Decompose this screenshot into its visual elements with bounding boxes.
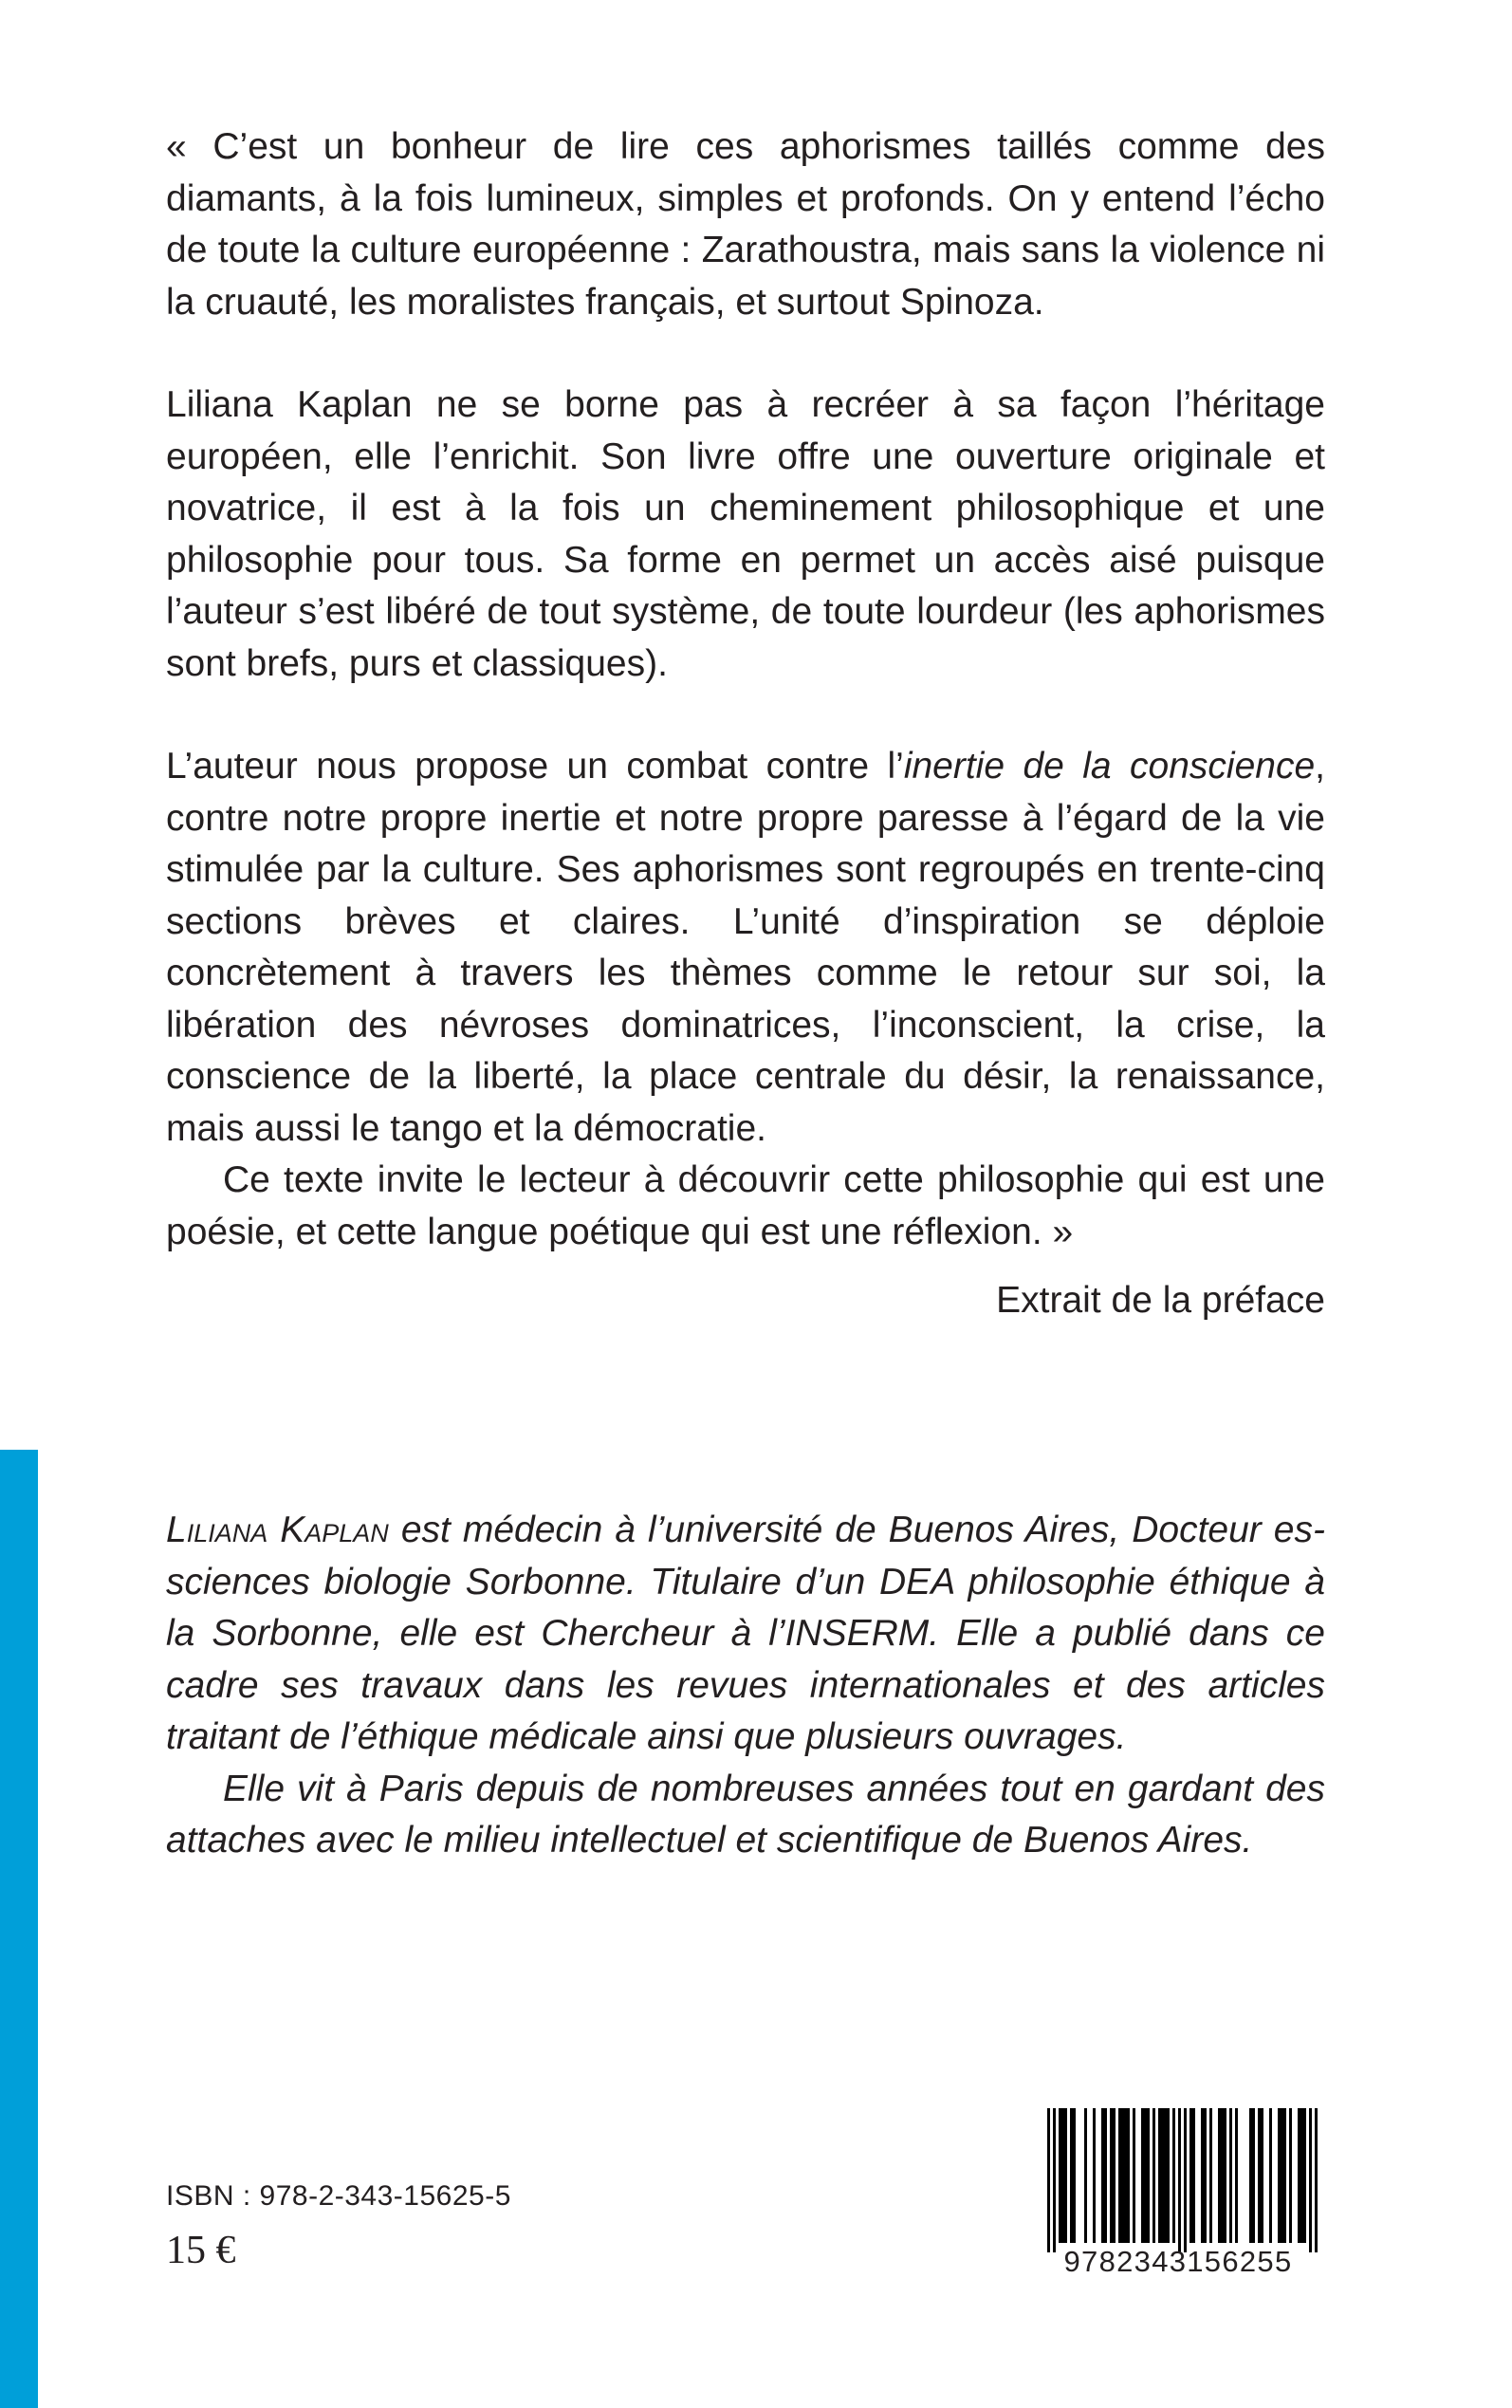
blue-spine-band bbox=[0, 1450, 38, 2408]
barcode-bar bbox=[1152, 2108, 1155, 2243]
barcode-bar bbox=[1133, 2108, 1135, 2243]
bio-paragraph-1 bbox=[166, 1505, 1325, 1764]
barcode-bar bbox=[1059, 2108, 1061, 2243]
barcode-bar bbox=[1298, 2108, 1300, 2243]
barcode-bar bbox=[1218, 2108, 1221, 2243]
ean-barcode bbox=[1034, 2104, 1322, 2287]
barcode-bar bbox=[1161, 2108, 1164, 2243]
barcode-bar bbox=[1061, 2108, 1064, 2243]
quote-paragraph-4: Ce texte invite le lecteur à découvrir cette philosophie qui est une poésie, et cette langue poétique qui est une réflexion. » bbox=[166, 1159, 1325, 1252]
barcode-bar bbox=[1315, 2108, 1318, 2252]
barcode-bar bbox=[1283, 2108, 1286, 2243]
bio-paragraph-2: Elle vit à Paris depuis de nombreuses années tout en gardant des attaches avec le milieu intellectuel et scientifique de Buenos Aires. bbox=[166, 1768, 1325, 1861]
isbn-label: ISBN : 978-2-343-15625-5 bbox=[166, 2180, 511, 2212]
barcode-bar bbox=[1189, 2108, 1192, 2243]
barcode-bar bbox=[1303, 2108, 1306, 2243]
barcode-bar bbox=[1300, 2108, 1303, 2243]
barcode-bar bbox=[1204, 2108, 1207, 2243]
barcode-bar bbox=[1127, 2108, 1130, 2243]
barcode-bar bbox=[1121, 2108, 1124, 2243]
barcode-bar bbox=[1147, 2108, 1150, 2243]
barcode-bar bbox=[1093, 2108, 1096, 2243]
barcode-bar bbox=[1178, 2108, 1181, 2252]
preface-quote bbox=[166, 121, 1325, 1258]
quote-paragraph-3 bbox=[166, 741, 1325, 1155]
barcode-bar bbox=[1229, 2108, 1232, 2243]
barcode-bar bbox=[1167, 2108, 1170, 2243]
quote-paragraph-3-end: , contre notre propre inertie et notre propre paresse à l’égard de la vie stimulée par la culture. Ses aphorismes sont regroupés en trente-cinq sections brèves et claires. L’unité d’inspiration se déploie concrètement à travers les thèmes comme le retour sur soi, la libération des névroses dominatrices, l’inconscient, la crise, la conscience de la liberté, la place centrale du désir, la renaissance, mais aussi le tango et la démocratie. bbox=[166, 746, 1325, 1149]
quote-paragraph-3-start: L’auteur nous propose un combat contre l’ bbox=[166, 746, 904, 787]
quote-paragraph-1: « C’est un bonheur de lire ces aphorismes taillés comme des diamants, à la fois lumineux, simples et profonds. On y entend l’écho de toute la culture européenne : Zarathoustra, mais sans la violence ni la cruauté, les moralistes français, et surtout Spinoza. bbox=[166, 126, 1325, 323]
quote-paragraph-2: Liliana Kaplan ne se borne pas à recréer à sa façon l’héritage européen, elle l’enrichit. Son livre offre une ouverture originale et novatrice, il est à la fois un cheminement philosophique et une philosophie pour tous. Sa forme en permet un accès aisé puisque l’auteur s’est libéré de tout système, de toute lourdeur (les aphorismes sont brefs, purs et classiques). bbox=[166, 384, 1325, 684]
barcode-bar bbox=[1047, 2108, 1050, 2252]
author-name: Liliana Kaplan bbox=[166, 1510, 389, 1550]
barcode-bar bbox=[1141, 2108, 1144, 2243]
back-cover-text bbox=[166, 121, 1325, 1327]
barcode-bar bbox=[1164, 2108, 1167, 2243]
barcode-bar bbox=[1064, 2108, 1067, 2243]
barcode-bar bbox=[1101, 2108, 1104, 2243]
barcode-bar bbox=[1309, 2108, 1312, 2252]
author-bio bbox=[166, 1505, 1325, 1867]
barcode-bar bbox=[1124, 2108, 1127, 2243]
barcode-bar bbox=[1192, 2108, 1195, 2243]
quote-source: Extrait de la préface bbox=[996, 1280, 1325, 1321]
barcode-bar bbox=[1184, 2108, 1187, 2252]
barcode-bar bbox=[1289, 2108, 1292, 2243]
barcode-bar bbox=[1070, 2108, 1073, 2243]
barcode-bar bbox=[1113, 2108, 1116, 2243]
barcode-bar bbox=[1110, 2108, 1113, 2243]
barcode-bar bbox=[1235, 2108, 1238, 2243]
barcode-digits: 9782343156255 bbox=[1063, 2245, 1293, 2278]
barcode-bar bbox=[1252, 2108, 1255, 2243]
barcode-bar bbox=[1281, 2108, 1283, 2243]
barcode-bar bbox=[1221, 2108, 1224, 2243]
barcode-bar bbox=[1258, 2108, 1261, 2243]
barcode-bar bbox=[1084, 2108, 1087, 2243]
bio-paragraph-1-text: est médecin à l’université de Buenos Aires, Docteur es-sciences biologie Sorbonne. Titulaire d’un DEA philosophie éthique à la Sorbonne, elle est Chercheur à l’INSERM. Elle a publié dans ce cadre ses travaux dans les revues internationales et des articles traitant de l’éthique médicale ainsi que plusieurs ouvrages. bbox=[166, 1510, 1325, 1757]
barcode-bar bbox=[1158, 2108, 1161, 2243]
barcode-bar bbox=[1209, 2108, 1212, 2243]
barcode-bar bbox=[1201, 2108, 1204, 2243]
barcode-bar bbox=[1073, 2108, 1076, 2243]
barcode-bar bbox=[1224, 2108, 1226, 2243]
barcode-bar bbox=[1249, 2108, 1252, 2243]
barcode-bar bbox=[1104, 2108, 1107, 2243]
barcode-bar bbox=[1278, 2108, 1281, 2243]
barcode-bar bbox=[1269, 2108, 1272, 2243]
barcode-bar bbox=[1118, 2108, 1121, 2243]
barcode-bar bbox=[1144, 2108, 1147, 2243]
barcode-bar bbox=[1172, 2108, 1175, 2243]
quote-emphasis: inertie de la conscience bbox=[903, 746, 1316, 787]
barcode-bar bbox=[1053, 2108, 1056, 2252]
price-label: 15 € bbox=[166, 2229, 236, 2272]
barcode-bar bbox=[1261, 2108, 1263, 2243]
